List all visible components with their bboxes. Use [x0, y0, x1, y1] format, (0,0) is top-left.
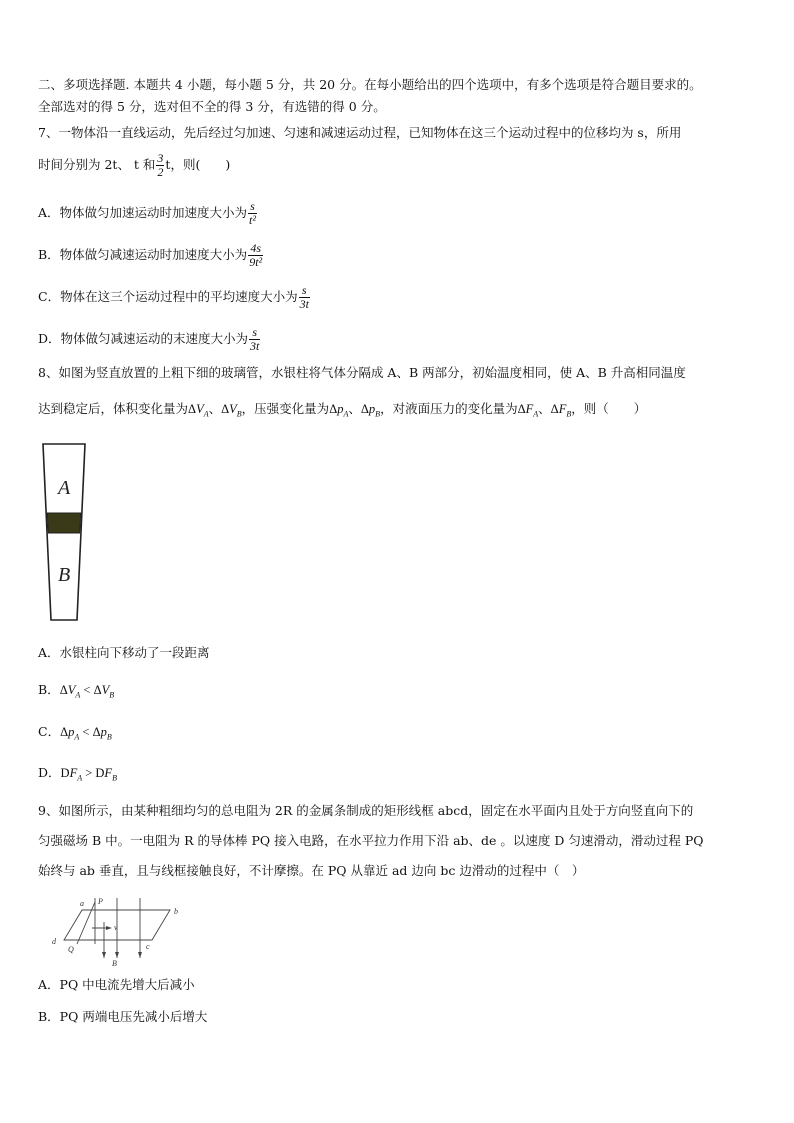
q7-option-a-fraction	[248, 200, 257, 227]
q7-option-c-den: 3t	[299, 297, 309, 311]
q7-option-d-fraction	[249, 326, 260, 353]
mercury-column	[47, 513, 80, 533]
tube-label-b: B	[58, 564, 71, 586]
q7-option-b[interactable]	[38, 242, 264, 269]
q9-option-b[interactable]: B．PQ 两端电压先减小后增大	[38, 1009, 208, 1024]
q7-option-c[interactable]	[38, 284, 311, 311]
q8-stem-text-c: ，对液面压力的变化量为	[380, 401, 518, 416]
q8-delta-p: $\Delta p_A$、$\Delta p_B$	[329, 402, 381, 419]
q8-option-c[interactable]	[38, 723, 112, 747]
label-p: P	[98, 897, 103, 906]
q8-option-d[interactable]	[38, 764, 117, 788]
label-field-b: B	[112, 959, 117, 968]
q7-stem-text-a: 时间分别为 2t、 t 和	[38, 157, 156, 172]
q8-stem-text-b: ，压强变化量为	[241, 401, 330, 416]
q9-stem-line1: 9、如图所示，由某种粗细均匀的总电阻为 2R 的金属条制成的矩形线框 abcd，固定在水平面内且处于方向竖直向下的	[38, 803, 694, 818]
q8-tube-figure	[38, 438, 98, 628]
q7-stem-line1: 7、一物体沿一直线运动，先后经过匀加速、匀速和减速运动过程，已知物体在这三个运动过程中的位移均为 s，所用	[38, 125, 682, 140]
section-title-line2: 全部选对的得 5 分，选对但不全的得 3 分，有选错的得 0 分。	[38, 99, 386, 114]
q8-option-a[interactable]: A．水银柱向下移动了一段距离	[38, 645, 210, 660]
q7-option-a-num: s	[250, 199, 255, 213]
q7-option-c-num: s	[301, 283, 307, 297]
q7-option-b-text: B．物体做匀减速运动时加速度大小为	[38, 247, 248, 262]
q8-option-c-formula: $\Delta p_A < \Delta p_B$	[60, 725, 112, 742]
q8-option-b[interactable]	[38, 681, 114, 705]
q8-option-b-formula: $\Delta V_A < \Delta V_B$	[59, 683, 115, 700]
label-d: d	[52, 937, 56, 946]
q7-option-b-den: 9t²	[249, 255, 263, 269]
q9-stem-line2: 匀强磁场 B 中。一电阻为 R 的导体棒 PQ 接入电路，在水平拉力作用下沿 ab、de 。以速度 D 匀速滑动，滑动过程 PQ	[38, 833, 704, 848]
q8-option-d-formula: $DF_A > DF_B$	[60, 766, 117, 783]
label-c: c	[146, 942, 150, 951]
q7-option-d[interactable]	[38, 326, 261, 353]
q7-stem-line2	[38, 152, 230, 179]
label-q: Q	[68, 945, 74, 954]
q7-option-a-den: t²	[249, 213, 256, 227]
q8-delta-f: $\Delta F_A$、$\Delta F_B$	[517, 402, 572, 419]
q9-option-a[interactable]: A．PQ 中电流先增大后减小	[38, 977, 195, 992]
q7-option-c-fraction	[299, 284, 310, 311]
rod-pq	[77, 902, 95, 944]
section-title-line1: 二、多项选择题. 本题共 4 小题，每小题 5 分，共 20 分。在每小题给出的四个选项中，有多个选项是符合题目要求的。	[38, 77, 702, 92]
q7-frac-numerator: 3	[157, 151, 164, 165]
q7-option-d-text: D．物体做匀减速运动的末速度大小为	[38, 331, 249, 346]
q7-option-b-fraction	[248, 242, 263, 269]
q9-stem-line3: 始终与 ab 垂直，且与线框接触良好，不计摩擦。在 PQ 从靠近 ad 边向 bc 边滑动的过程中（ ）	[38, 863, 585, 878]
q8-option-d-prefix: D．	[38, 765, 61, 780]
q7-option-d-den: 3t	[250, 339, 260, 353]
q8-stem-text-a: 达到稳定后，体积变化量为	[38, 401, 189, 416]
q8-stem-text-d: ，则（ ）	[571, 401, 647, 416]
label-a: a	[80, 899, 84, 908]
q7-stem-text-b: t，则( )	[165, 157, 231, 172]
q7-option-c-text: C．物体在这三个运动过程中的平均速度大小为	[38, 289, 298, 304]
q8-delta-v: $\Delta V_A$、$\Delta V_B$	[188, 402, 242, 419]
q7-option-a-text: A．物体做匀加速运动时加速度大小为	[38, 205, 248, 220]
q7-frac-denominator: 2	[157, 165, 164, 179]
q7-option-a[interactable]	[38, 200, 258, 227]
q8-option-b-prefix: B．	[38, 682, 60, 697]
q8-stem-line1: 8、如图为竖直放置的上粗下细的玻璃管，水银柱将气体分隔成 A、B 两部分，初始温度相同，使 A、B 升高相同温度	[38, 365, 686, 380]
q9-circuit-figure	[40, 892, 200, 968]
q8-stem-line2	[38, 400, 646, 424]
q7-option-d-num: s	[252, 325, 258, 339]
q8-option-c-prefix: C．	[38, 724, 61, 739]
q7-fraction	[156, 152, 164, 179]
label-v: v	[114, 923, 118, 932]
label-b: b	[174, 907, 178, 916]
tube-label-a: A	[58, 477, 71, 499]
q7-option-b-num: 4s	[250, 241, 261, 255]
